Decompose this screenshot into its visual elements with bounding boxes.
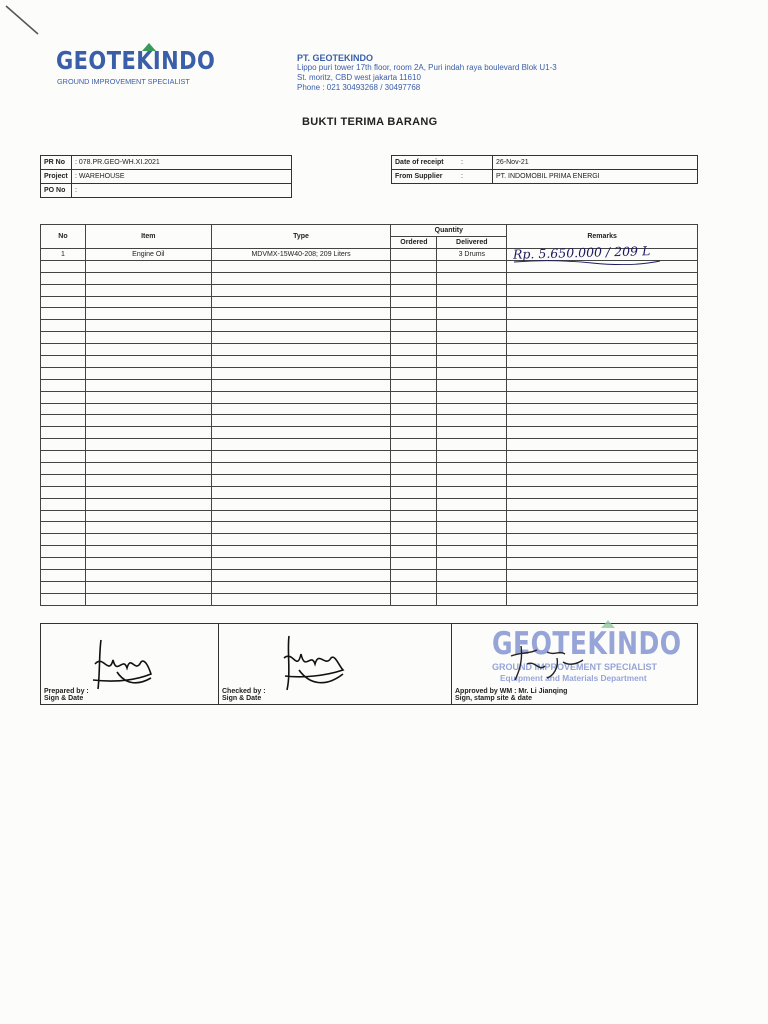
empty-table-row xyxy=(41,320,698,332)
signature-table xyxy=(40,623,698,705)
empty-cell xyxy=(507,296,698,308)
empty-cell xyxy=(41,356,86,368)
empty-cell xyxy=(211,474,391,486)
empty-cell xyxy=(211,367,391,379)
empty-cell xyxy=(41,534,86,546)
empty-cell xyxy=(507,439,698,451)
empty-cell xyxy=(437,427,507,439)
empty-cell xyxy=(391,581,437,593)
empty-cell xyxy=(41,296,86,308)
empty-cell xyxy=(85,332,211,344)
empty-cell xyxy=(85,510,211,522)
empty-cell xyxy=(211,570,391,582)
prepared-signature xyxy=(91,634,159,692)
stamp-department: Equipment and Materials Department xyxy=(500,673,647,683)
empty-cell xyxy=(391,427,437,439)
empty-cell xyxy=(507,593,698,605)
empty-cell xyxy=(85,308,211,320)
empty-table-row xyxy=(41,308,698,320)
empty-cell xyxy=(85,486,211,498)
empty-cell xyxy=(41,415,86,427)
empty-table-row xyxy=(41,367,698,379)
empty-cell xyxy=(211,439,391,451)
empty-cell xyxy=(507,367,698,379)
empty-cell xyxy=(211,451,391,463)
empty-cell xyxy=(41,463,86,475)
empty-cell xyxy=(41,308,86,320)
pr-no-value: : 078.PR.GEO-WH.XI.2021 xyxy=(72,156,292,170)
empty-cell xyxy=(211,344,391,356)
empty-cell xyxy=(507,558,698,570)
project-value: : WAREHOUSE xyxy=(72,170,292,184)
empty-cell xyxy=(507,498,698,510)
from-supplier-label: From Supplier xyxy=(392,170,459,184)
empty-cell xyxy=(211,296,391,308)
empty-cell xyxy=(85,427,211,439)
company-address-line2: St. moritz, CBD west jakarta 11610 xyxy=(297,73,421,82)
empty-cell xyxy=(211,534,391,546)
empty-cell xyxy=(211,332,391,344)
empty-cell xyxy=(437,260,507,272)
empty-cell xyxy=(41,320,86,332)
empty-table-row xyxy=(41,427,698,439)
empty-cell xyxy=(85,474,211,486)
empty-cell xyxy=(437,570,507,582)
empty-cell xyxy=(41,570,86,582)
empty-table-row xyxy=(41,558,698,570)
empty-cell xyxy=(437,439,507,451)
empty-cell xyxy=(391,320,437,332)
header-no: No xyxy=(41,225,86,249)
supplier-colon: : xyxy=(458,170,493,184)
date-colon: : xyxy=(458,156,493,170)
empty-cell xyxy=(507,570,698,582)
empty-cell xyxy=(437,308,507,320)
checked-by-label: Checked by : xyxy=(222,688,266,695)
prepared-by-label: Prepared by : xyxy=(44,688,89,695)
empty-table-row xyxy=(41,570,698,582)
header-item: Item xyxy=(85,225,211,249)
po-no-value: : xyxy=(72,184,292,198)
logo-tagline: GROUND IMPROVEMENT SPECIALIST xyxy=(57,77,190,86)
project-row xyxy=(41,170,292,184)
empty-cell xyxy=(437,463,507,475)
scan-mark xyxy=(2,2,42,38)
empty-cell xyxy=(211,260,391,272)
empty-cell xyxy=(85,558,211,570)
empty-cell xyxy=(507,356,698,368)
empty-cell xyxy=(507,486,698,498)
empty-cell xyxy=(391,332,437,344)
company-phone: Phone : 021 30493268 / 30497768 xyxy=(297,83,421,92)
empty-cell xyxy=(85,272,211,284)
empty-cell xyxy=(41,510,86,522)
empty-cell xyxy=(391,403,437,415)
header-type: Type xyxy=(211,225,391,249)
empty-cell xyxy=(391,296,437,308)
header-ordered: Ordered xyxy=(391,237,437,249)
empty-cell xyxy=(507,415,698,427)
empty-cell xyxy=(391,522,437,534)
empty-cell xyxy=(391,498,437,510)
empty-cell xyxy=(85,546,211,558)
empty-cell xyxy=(85,498,211,510)
empty-cell xyxy=(85,320,211,332)
empty-cell xyxy=(211,486,391,498)
empty-table-row xyxy=(41,581,698,593)
empty-cell xyxy=(507,546,698,558)
empty-cell xyxy=(41,403,86,415)
header-remarks: Remarks xyxy=(507,225,698,249)
from-supplier-value: PT. INDOMOBIL PRIMA ENERGI xyxy=(493,170,698,184)
empty-cell xyxy=(391,546,437,558)
empty-cell xyxy=(41,367,86,379)
approver-signature xyxy=(507,642,587,684)
stamp-tagline: GROUND IMPROVEMENT SPECIALIST xyxy=(492,662,658,672)
po-no-label: PO No xyxy=(41,184,72,198)
empty-cell xyxy=(85,379,211,391)
empty-cell xyxy=(507,427,698,439)
pr-no-label: PR No xyxy=(41,156,72,170)
empty-cell xyxy=(85,581,211,593)
empty-cell xyxy=(437,344,507,356)
empty-cell xyxy=(507,403,698,415)
empty-cell xyxy=(507,391,698,403)
empty-cell xyxy=(507,451,698,463)
empty-table-row xyxy=(41,522,698,534)
empty-table-row xyxy=(41,391,698,403)
approved-sign-stamp-label: Sign, stamp site & date xyxy=(455,695,533,702)
header-delivered: Delivered xyxy=(437,237,507,249)
po-no-row xyxy=(41,184,292,198)
empty-table-row xyxy=(41,344,698,356)
empty-cell xyxy=(437,379,507,391)
empty-table-row xyxy=(41,474,698,486)
checked-signature xyxy=(281,632,351,694)
date-of-receipt-row xyxy=(392,156,698,170)
cell-item: Engine Oil xyxy=(85,249,211,261)
empty-cell xyxy=(507,510,698,522)
empty-cell xyxy=(211,463,391,475)
empty-cell xyxy=(391,486,437,498)
empty-cell xyxy=(437,522,507,534)
empty-cell xyxy=(211,581,391,593)
empty-table-row xyxy=(41,486,698,498)
empty-cell xyxy=(507,344,698,356)
empty-cell xyxy=(391,260,437,272)
empty-table-row xyxy=(41,593,698,605)
empty-cell xyxy=(211,546,391,558)
empty-cell xyxy=(437,593,507,605)
empty-cell xyxy=(437,498,507,510)
empty-cell xyxy=(391,344,437,356)
empty-cell xyxy=(41,344,86,356)
empty-table-row xyxy=(41,332,698,344)
empty-cell xyxy=(85,403,211,415)
empty-cell xyxy=(391,284,437,296)
cell-delivered: 3 Drums xyxy=(437,249,507,261)
empty-cell xyxy=(391,308,437,320)
empty-cell xyxy=(437,284,507,296)
empty-table-row xyxy=(41,356,698,368)
empty-cell xyxy=(41,486,86,498)
company-logo xyxy=(56,44,216,89)
empty-cell xyxy=(85,391,211,403)
empty-cell xyxy=(85,356,211,368)
empty-cell xyxy=(437,367,507,379)
empty-cell xyxy=(507,332,698,344)
cell-ordered xyxy=(391,249,437,261)
empty-cell xyxy=(211,391,391,403)
empty-table-row xyxy=(41,534,698,546)
company-address-line1: Lippo puri tower 17th floor, room 2A, Puri indah raya boulevard Blok U1-3 xyxy=(297,63,557,72)
empty-table-row xyxy=(41,296,698,308)
empty-cell xyxy=(211,308,391,320)
empty-cell xyxy=(507,534,698,546)
empty-cell xyxy=(437,486,507,498)
empty-table-row xyxy=(41,415,698,427)
header-quantity: Quantity xyxy=(391,225,507,237)
empty-cell xyxy=(41,332,86,344)
empty-cell xyxy=(41,498,86,510)
empty-cell xyxy=(437,391,507,403)
empty-cell xyxy=(391,356,437,368)
empty-cell xyxy=(211,356,391,368)
empty-cell xyxy=(507,463,698,475)
empty-cell xyxy=(437,296,507,308)
empty-cell xyxy=(507,284,698,296)
empty-cell xyxy=(507,474,698,486)
cell-no: 1 xyxy=(41,249,86,261)
empty-cell xyxy=(41,593,86,605)
empty-table-row xyxy=(41,451,698,463)
empty-cell xyxy=(41,558,86,570)
empty-table-row xyxy=(41,463,698,475)
empty-cell xyxy=(85,296,211,308)
empty-cell xyxy=(41,284,86,296)
empty-cell xyxy=(85,439,211,451)
items-body xyxy=(41,249,698,606)
empty-cell xyxy=(41,451,86,463)
empty-cell xyxy=(437,272,507,284)
empty-cell xyxy=(391,510,437,522)
empty-cell xyxy=(211,272,391,284)
empty-cell xyxy=(211,427,391,439)
empty-cell xyxy=(437,510,507,522)
empty-table-row xyxy=(41,272,698,284)
empty-table-row xyxy=(41,379,698,391)
empty-table-row xyxy=(41,510,698,522)
empty-cell xyxy=(507,522,698,534)
empty-cell xyxy=(437,474,507,486)
empty-cell xyxy=(85,463,211,475)
empty-cell xyxy=(41,581,86,593)
date-of-receipt-label: Date of receipt xyxy=(392,156,459,170)
empty-cell xyxy=(437,534,507,546)
empty-cell xyxy=(437,403,507,415)
empty-cell xyxy=(85,284,211,296)
empty-cell xyxy=(85,522,211,534)
pr-no-row xyxy=(41,156,292,170)
empty-cell xyxy=(437,546,507,558)
empty-table-row xyxy=(41,546,698,558)
empty-cell xyxy=(41,391,86,403)
empty-cell xyxy=(391,570,437,582)
empty-cell xyxy=(211,558,391,570)
cell-type: MDVMX-15W40-208; 209 Liters xyxy=(211,249,391,261)
empty-cell xyxy=(85,415,211,427)
empty-cell xyxy=(391,379,437,391)
prepared-by-cell xyxy=(41,624,219,705)
empty-cell xyxy=(391,415,437,427)
pr-info-table xyxy=(40,155,292,198)
empty-cell xyxy=(41,427,86,439)
empty-cell xyxy=(211,403,391,415)
empty-cell xyxy=(391,367,437,379)
empty-cell xyxy=(85,534,211,546)
checked-by-cell xyxy=(219,624,452,705)
empty-cell xyxy=(85,593,211,605)
empty-cell xyxy=(437,415,507,427)
empty-cell xyxy=(211,379,391,391)
empty-cell xyxy=(391,272,437,284)
empty-cell xyxy=(41,260,86,272)
empty-cell xyxy=(85,451,211,463)
empty-cell xyxy=(507,581,698,593)
approved-by-cell xyxy=(452,624,698,705)
empty-cell xyxy=(391,391,437,403)
empty-cell xyxy=(85,344,211,356)
empty-cell xyxy=(85,260,211,272)
project-label: Project xyxy=(41,170,72,184)
company-info xyxy=(297,53,557,93)
empty-cell xyxy=(211,284,391,296)
items-table xyxy=(40,224,698,606)
handwritten-underline xyxy=(512,258,662,266)
from-supplier-row xyxy=(392,170,698,184)
handwritten-price-remark: Rp. 5.650.000 / 209 L xyxy=(512,243,651,262)
empty-cell xyxy=(85,570,211,582)
prepared-sign-date-label: Sign & Date xyxy=(44,695,84,702)
empty-cell xyxy=(211,522,391,534)
empty-cell xyxy=(391,534,437,546)
checked-sign-date-label: Sign & Date xyxy=(222,695,262,702)
empty-cell xyxy=(391,593,437,605)
empty-cell xyxy=(507,379,698,391)
empty-cell xyxy=(211,593,391,605)
empty-cell xyxy=(507,308,698,320)
approved-by-label: Approved by WM : Mr. Li Jianqing xyxy=(455,688,568,695)
empty-cell xyxy=(507,272,698,284)
document-title: BUKTI TERIMA BARANG xyxy=(302,116,438,128)
empty-cell xyxy=(437,320,507,332)
empty-table-row xyxy=(41,498,698,510)
empty-cell xyxy=(211,510,391,522)
empty-cell xyxy=(41,379,86,391)
empty-cell xyxy=(507,320,698,332)
receipt-info-table xyxy=(391,155,698,184)
empty-cell xyxy=(391,474,437,486)
empty-cell xyxy=(437,332,507,344)
company-name: PT. GEOTEKINDO xyxy=(297,53,374,63)
empty-cell xyxy=(41,439,86,451)
empty-cell xyxy=(41,546,86,558)
empty-cell xyxy=(41,522,86,534)
empty-cell xyxy=(85,367,211,379)
empty-cell xyxy=(41,474,86,486)
empty-cell xyxy=(41,272,86,284)
empty-cell xyxy=(391,558,437,570)
empty-cell xyxy=(437,581,507,593)
empty-cell xyxy=(437,558,507,570)
logo-wordmark: GEOTEKINDO xyxy=(56,46,216,75)
empty-table-row xyxy=(41,439,698,451)
empty-cell xyxy=(211,415,391,427)
empty-cell xyxy=(391,451,437,463)
empty-cell xyxy=(211,498,391,510)
date-of-receipt-value: 26-Nov-21 xyxy=(493,156,698,170)
empty-cell xyxy=(391,463,437,475)
empty-table-row xyxy=(41,284,698,296)
empty-cell xyxy=(437,356,507,368)
empty-cell xyxy=(211,320,391,332)
empty-cell xyxy=(391,439,437,451)
stamp-wordmark: GEOTEKINDO xyxy=(492,626,682,662)
empty-table-row xyxy=(41,403,698,415)
empty-cell xyxy=(437,451,507,463)
